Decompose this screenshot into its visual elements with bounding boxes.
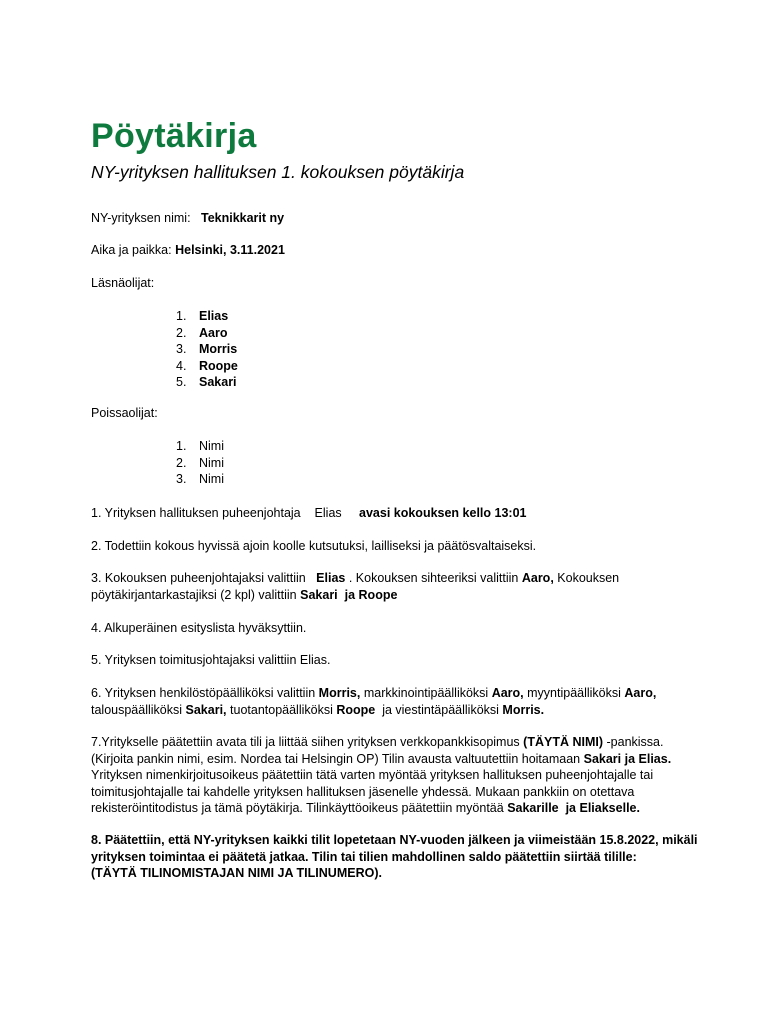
item-8: 8. Päätettiin, että NY-yrityksen kaikki tilit lopetetaan NY-vuoden jälkeen ja viimeistään 15.8.2022, mikäli yrityksen toimintaa ei päätetä jatkaa. Tilin tai tilien mahdollinen saldo päätettiin siirtää tilille: (TÄYTÄ TILINOMISTAJAN NIMI JA TILINUMERO). (91, 833, 698, 880)
list-item: 4. Roope (176, 358, 238, 373)
present-heading: Läsnäolijat: (91, 276, 155, 290)
document-subtitle: NY-yrityksen hallituksen 1. kokouksen pöytäkirja (91, 162, 465, 182)
time-place-label: Aika ja paikka: (91, 243, 172, 257)
present-list (176, 308, 238, 391)
document-title: Pöytäkirja (91, 117, 257, 155)
absent-list (176, 438, 224, 488)
time-place-line (91, 242, 285, 259)
list-item: 2. Nimi (176, 455, 224, 470)
company-name-line (91, 210, 284, 227)
list-item: 1. Elias (176, 309, 229, 323)
company-name-value: Teknikkarit ny (200, 211, 285, 225)
list-item: 3. Morris (176, 342, 238, 356)
company-name-label: NY-yrityksen nimi: (91, 211, 191, 225)
time-place-value: Helsinki, 3.11.2021 (175, 243, 285, 257)
item-6: 6. Yrityksen henkilöstöpäälliköksi valittiin Morris, markkinointipäälliköksi Aaro, myyntipäälliköksi Aaro, talouspäälliköksi Sakari, tuotantopäälliköksi Roope ja viestintäpäälliköksi Morris. (91, 686, 657, 717)
item-5: 5. Yrityksen toimitusjohtajaksi valittiin Elias. (91, 653, 331, 667)
list-item: 1. Nimi (176, 439, 224, 453)
item-7: 7.Yritykselle päätettiin avata tili ja liittää siihen yrityksen verkkopankkisopimus (TÄYTÄ NIMI) -pankissa. (Kirjoita pankin nimi, esim. Nordea tai Helsingin OP) Tilin avausta valtuutettiin hoitamaan Sakari ja Elias. Yrityksen nimenkirjoitusoikeus päätettiin tätä varten myöntää yrityksen hallituksen puheenjohtajalle tai toimitusjohtajalle tai kahdelle yrityksen hallituksen jäsenelle yhdessä. Mukaan pankkiin on otettava rekisteröintitodistus ja tämä pöytäkirja. Tilinkäyttöoikeus päätettiin myöntää Sakarille ja Eliakselle. (91, 735, 672, 815)
list-item: 2. Aaro (176, 325, 228, 340)
item-3: 3. Kokouksen puheenjohtajaksi valittiin Elias . Kokouksen sihteeriksi valittiin Aaro, Kokouksen pöytäkirjantarkastajiksi (2 kpl) valittiin Sakari ja Roope (91, 571, 620, 602)
item-1: 1. Yrityksen hallituksen puheenjohtaja Elias avasi kokouksen kello 13:01 (91, 506, 527, 520)
item-4: 4. Alkuperäinen esityslista hyväksyttiin. (91, 621, 307, 635)
list-item: 3. Nimi (176, 472, 224, 486)
list-item: 5. Sakari (176, 375, 237, 389)
absent-heading: Poissaolijat: (91, 406, 158, 420)
item-2: 2. Todettiin kokous hyvissä ajoin koolle kutsutuksi, lailliseksi ja päätösvaltaiseksi. (91, 539, 537, 553)
